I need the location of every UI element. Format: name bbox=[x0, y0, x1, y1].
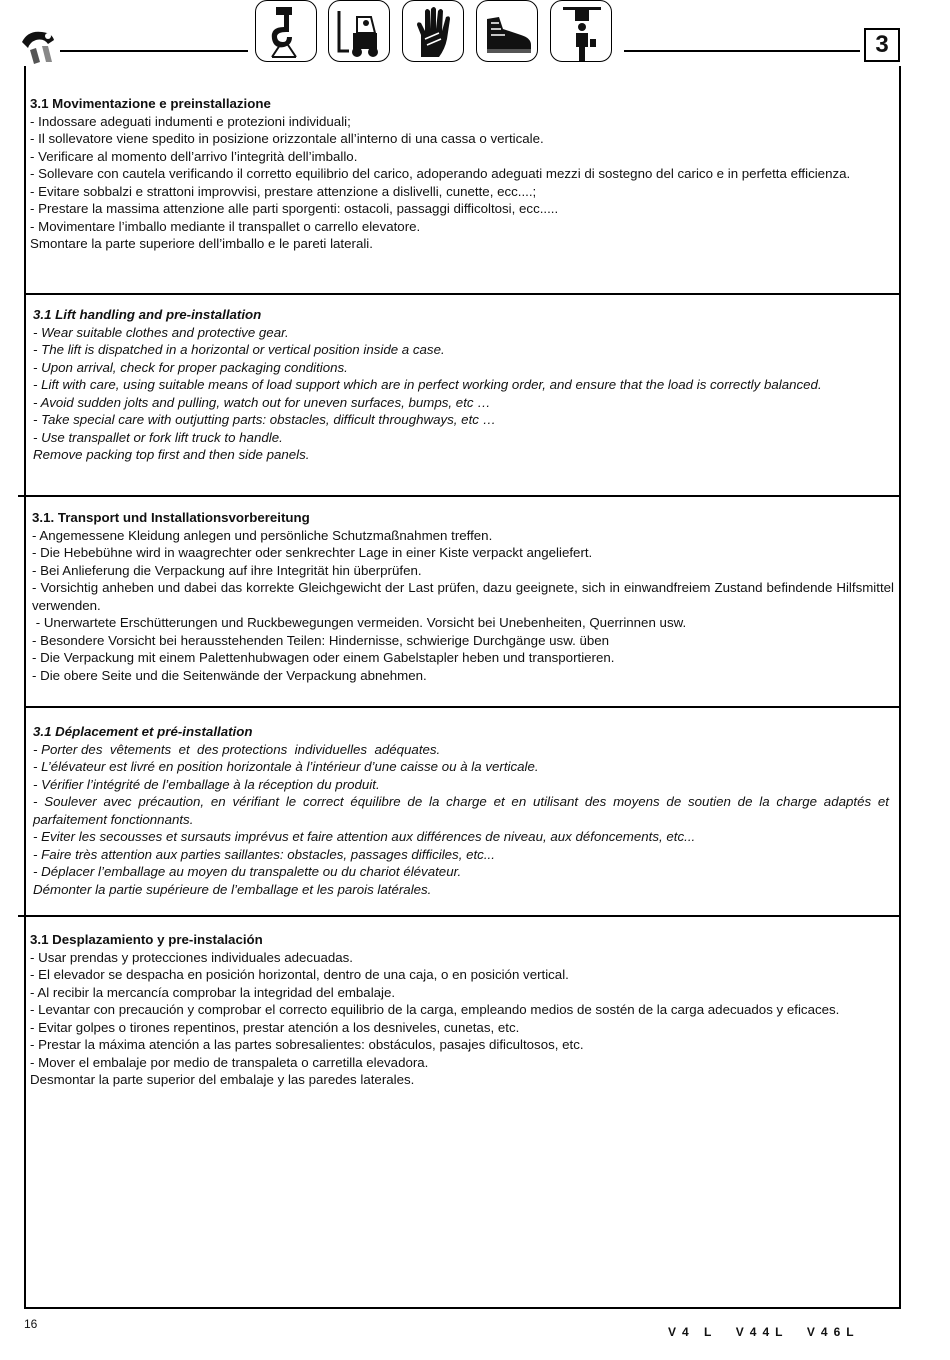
text-line: - Lift with care, using suitable means of load support which are in perfect working order, and ensure that the load is correctly balanced. bbox=[33, 377, 822, 392]
section-title: 3.1 Lift handling and pre-installation bbox=[33, 307, 262, 322]
section-german bbox=[32, 509, 894, 684]
text-line: - Soulever avec précaution, en vérifiant le correct équilibre de la charge et en utilisant des moyens de soutien de la charge adaptés et parfaitement fonctionnants. bbox=[33, 794, 889, 827]
text-line: - Unerwartete Erschütterungen und Ruckbewegungen vermeiden. Vorsicht bei Unebenheiten, Querrinnen usw. bbox=[32, 615, 687, 630]
text-line: - Die Hebebühne wird in waagrechter oder senkrechter Lage in einer Kiste verpackt angeliefert. bbox=[32, 545, 593, 560]
text-line: - Porter des vêtements et des protections individuelles adéquates. bbox=[33, 741, 441, 757]
text-line: - Vérifier l’intégrité de l’emballage à la réception du produit. bbox=[33, 776, 380, 792]
text-line: - Sollevare con cautela verificando il corretto equilibrio del carico, adoperando adeguati mezzi di sostegno del carico e in perfetta efficienza. bbox=[30, 166, 851, 181]
section-title: 3.1 Déplacement et pré-installation bbox=[33, 724, 253, 739]
text-line: Smontare la parte superiore dell’imballo e le pareti laterali. bbox=[30, 236, 373, 251]
text-line: - Déplacer l’emballage au moyen du transpalette ou du chariot élévateur. bbox=[33, 864, 462, 879]
footer-page-number: 16 bbox=[24, 1317, 38, 1331]
text-line: - Evitar golpes o tirones repentinos, prestar atención a los desniveles, cunetas, etc. bbox=[30, 1019, 520, 1035]
text-line: - Verificare al momento dell’arrivo l’integrità dell’imballo. bbox=[30, 148, 358, 164]
text-line: Remove packing top first and then side panels. bbox=[33, 447, 310, 462]
text-line: - The lift is dispatched in a horizontal or vertical position inside a case. bbox=[33, 342, 445, 357]
text-line: - Mover el embalaje por medio de transpaleta o carretilla elevadora. bbox=[30, 1054, 429, 1070]
text-line: - Indossare adeguati indumenti e protezioni individuali; bbox=[30, 113, 351, 129]
text-line: - Usar prendas y protecciones individuales adecuadas. bbox=[30, 949, 354, 965]
forklift-icon bbox=[328, 0, 390, 62]
text-line: - El elevador se despacha en posición horizontal, dentro de una caja, o en posición vertical. bbox=[30, 967, 569, 982]
text-line: - Eviter les secousses et sursauts imprévus et faire attention aux différences de niveau, aux défoncements, etc... bbox=[33, 829, 696, 844]
text-line: - Il sollevatore viene spedito in posizione orizzontale all’interno di una cassa o verticale. bbox=[30, 131, 544, 146]
text-line: - Avoid sudden jolts and pulling, watch out for uneven surfaces, bumps, etc … bbox=[33, 394, 491, 410]
text-line: Démonter la partie supérieure de l’emballage et les parois latérales. bbox=[33, 881, 432, 897]
footer-model-list: V4 L V44L V46L bbox=[668, 1325, 860, 1339]
text-line: - Movimentare l’imballo mediante il transpallet o carrello elevatore. bbox=[30, 218, 421, 234]
margin-tick bbox=[18, 495, 26, 497]
section-italian bbox=[30, 95, 892, 253]
text-line: - Levantar con precaución y comprobar el correcto equilibrio de la carga, empleando medios de sostén de la carga adecuados y eficaces. bbox=[30, 1002, 840, 1017]
section-divider bbox=[24, 915, 901, 917]
glove-icon bbox=[402, 0, 464, 62]
text-line: - L’élévateur est livré en position horizontale à l’intérieur d’une caisse ou à la verticale. bbox=[33, 759, 539, 774]
section-title: 3.1 Movimentazione e preinstallazione bbox=[30, 96, 271, 111]
section-french bbox=[33, 723, 889, 898]
section-divider bbox=[24, 495, 901, 497]
section-divider bbox=[24, 706, 901, 708]
text-line: - Al recibir la mercancía comprobar la integridad del embalaje. bbox=[30, 984, 396, 1000]
header-rule-left bbox=[60, 50, 248, 52]
crane-hook-icon bbox=[255, 0, 317, 62]
margin-tick bbox=[18, 915, 26, 917]
text-line: - Upon arrival, check for proper packaging conditions. bbox=[33, 359, 348, 375]
text-line: Desmontar la parte superior del embalaje y las paredes laterales. bbox=[30, 1072, 415, 1087]
page-header bbox=[0, 0, 950, 70]
safety-shoe-icon bbox=[476, 0, 538, 62]
section-title: 3.1 Desplazamiento y pre-instalación bbox=[30, 932, 263, 947]
text-line: - Wear suitable clothes and protective gear. bbox=[33, 324, 289, 340]
brand-logo-icon bbox=[18, 24, 60, 66]
text-line: - Evitare sobbalzi e strattoni improvvisi, prestare attenzione a dislivelli, cunette, ecc....; bbox=[30, 183, 537, 199]
text-line: - Die obere Seite und die Seitenwände der Verpackung abnehmen. bbox=[32, 667, 427, 683]
text-line: - Besondere Vorsicht bei herausstehenden Teilen: Hindernisse, schwierige Durchgänge usw. üben bbox=[32, 632, 610, 648]
section-title: 3.1. Transport und Installationsvorbereitung bbox=[32, 510, 310, 525]
section-divider bbox=[24, 293, 901, 295]
text-line: - Use transpallet or fork lift truck to handle. bbox=[33, 429, 283, 445]
section-spanish bbox=[30, 931, 892, 1089]
chapter-number-box: 3 bbox=[864, 28, 900, 62]
text-line: - Angemessene Kleidung anlegen und persönliche Schutzmaßnahmen treffen. bbox=[32, 527, 493, 543]
person-under-load-icon bbox=[550, 0, 612, 62]
text-line: - Faire très attention aux parties saillantes: obstacles, passages difficiles, etc... bbox=[33, 846, 495, 862]
text-line: - Vorsichtig anheben und dabei das korrekte Gleichgewicht der Last prüfen, dazu geeignete, sich in einwandfreiem Zustand befindende Hilfsmittel verwenden. bbox=[32, 580, 894, 613]
header-rule-right bbox=[624, 50, 860, 52]
text-line: - Die Verpackung mit einem Palettenhubwagen oder einem Gabelstapler heben und transportieren. bbox=[32, 650, 615, 665]
text-line: - Prestare la massima attenzione alle parti sporgenti: ostacoli, passaggi difficoltosi, ecc..... bbox=[30, 201, 559, 216]
text-line: - Take special care with outjutting parts: obstacles, difficult throughways, etc … bbox=[33, 412, 496, 427]
section-english bbox=[33, 306, 889, 464]
text-line: - Prestar la máxima atención a las partes sobresalientes: obstáculos, pasajes dificultosos, etc. bbox=[30, 1037, 584, 1052]
text-line: - Bei Anlieferung die Verpackung auf ihre Integrität hin überprüfen. bbox=[32, 562, 422, 578]
